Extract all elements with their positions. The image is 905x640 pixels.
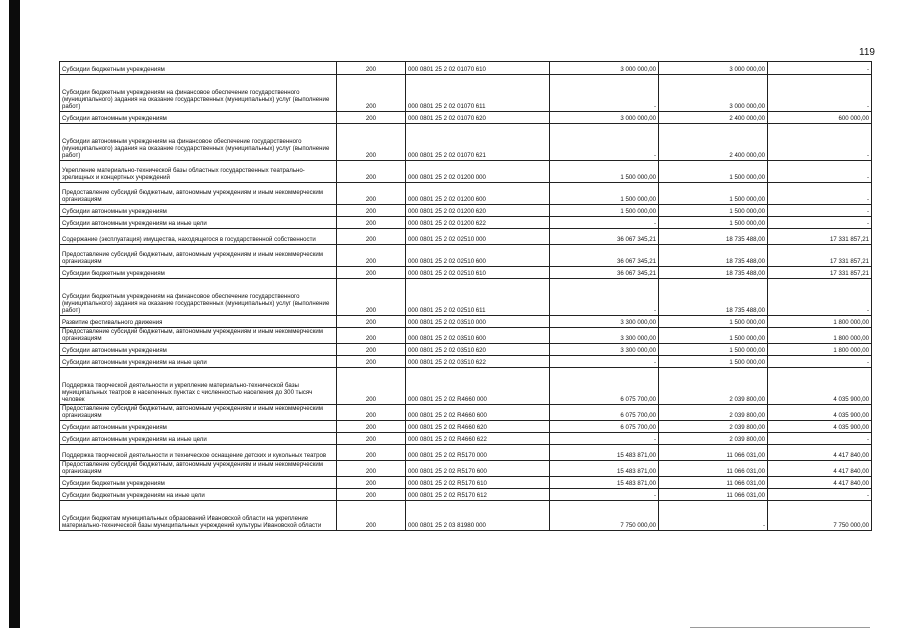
row-amount-3-cell: -	[768, 217, 872, 229]
row-amount-3-cell: 17 331 857,21	[768, 229, 872, 245]
row-name-cell: Субсидии бюджетным учреждениям на иные цели	[60, 489, 337, 501]
row-amount-3-cell: 17 331 857,21	[768, 267, 872, 279]
row-amount-total-cell: -	[550, 279, 659, 316]
row-budget-code-cell: 000 0801 25 2 02 02510 610	[406, 267, 550, 279]
row-admin-code-cell: 200	[337, 477, 406, 489]
row-budget-code-cell: 000 0801 25 2 02 02510 600	[406, 245, 550, 267]
row-budget-code-cell: 000 0801 25 2 02 R4660 000	[406, 368, 550, 405]
row-amount-2-cell: 18 735 488,00	[659, 229, 768, 245]
row-amount-total-cell: 7 750 000,00	[550, 501, 659, 531]
table-row	[60, 161, 872, 183]
row-amount-total-cell: 3 000 000,00	[550, 62, 659, 75]
budget-table-body	[60, 62, 872, 531]
row-amount-3-cell: -	[768, 279, 872, 316]
row-admin-code-cell: 200	[337, 267, 406, 279]
row-amount-3-cell: 600 000,00	[768, 112, 872, 124]
row-admin-code-cell: 200	[337, 205, 406, 217]
row-amount-2-cell: 11 066 031,00	[659, 445, 768, 461]
table-row	[60, 368, 872, 405]
row-budget-code-cell: 000 0801 25 2 02 01070 620	[406, 112, 550, 124]
row-amount-total-cell: 1 500 000,00	[550, 183, 659, 205]
row-amount-total-cell: -	[550, 75, 659, 112]
row-amount-3-cell: -	[768, 124, 872, 161]
table-row	[60, 279, 872, 316]
row-budget-code-cell: 000 0801 25 2 02 01200 600	[406, 183, 550, 205]
row-amount-3-cell: -	[768, 205, 872, 217]
row-admin-code-cell: 200	[337, 501, 406, 531]
row-amount-3-cell: 4 417 840,00	[768, 477, 872, 489]
row-amount-3-cell: 17 331 857,21	[768, 245, 872, 267]
row-admin-code-cell: 200	[337, 356, 406, 368]
row-admin-code-cell: 200	[337, 445, 406, 461]
row-amount-total-cell: 3 300 000,00	[550, 316, 659, 328]
row-name-cell: Субсидии автономным учреждениям на финансовое обеспечение государственного (муниципального) задания на оказание государственных (муниципальных) услуг (выполнение работ)	[60, 124, 337, 161]
row-name-cell: Субсидии автономным учреждениям	[60, 112, 337, 124]
row-name-cell: Субсидии бюджетным учреждениям	[60, 267, 337, 279]
row-amount-total-cell: 3 000 000,00	[550, 112, 659, 124]
row-amount-2-cell: 2 039 800,00	[659, 368, 768, 405]
row-name-cell: Поддержка творческой деятельности и укрепление материально-технической базы муниципальных театров в населенных пунктах с численностью населения до 300 тысяч человек	[60, 368, 337, 405]
row-amount-total-cell: 36 067 345,21	[550, 229, 659, 245]
row-admin-code-cell: 200	[337, 433, 406, 445]
row-name-cell: Субсидии бюджетам муниципальных образований Ивановской области на укрепление материально-технической базы муниципальных учреждений культуры Ивановской области	[60, 501, 337, 531]
row-name-cell: Субсидии автономным учреждениям	[60, 421, 337, 433]
row-amount-2-cell: 1 500 000,00	[659, 217, 768, 229]
row-budget-code-cell: 000 0801 25 2 02 01070 611	[406, 75, 550, 112]
row-budget-code-cell: 000 0801 25 2 03 81980 000	[406, 501, 550, 531]
row-budget-code-cell: 000 0801 25 2 02 03510 620	[406, 344, 550, 356]
row-name-cell: Субсидии бюджетным учреждениям	[60, 477, 337, 489]
table-row	[60, 217, 872, 229]
row-budget-code-cell: 000 0801 25 2 02 R4660 600	[406, 405, 550, 421]
row-amount-2-cell: 2 039 800,00	[659, 433, 768, 445]
table-row	[60, 75, 872, 112]
row-budget-code-cell: 000 0801 25 2 02 03510 000	[406, 316, 550, 328]
row-admin-code-cell: 200	[337, 344, 406, 356]
row-amount-3-cell: -	[768, 356, 872, 368]
row-amount-total-cell: -	[550, 356, 659, 368]
row-budget-code-cell: 000 0801 25 2 02 R5170 610	[406, 477, 550, 489]
row-amount-2-cell: 1 500 000,00	[659, 328, 768, 344]
row-name-cell: Предоставление субсидий бюджетным, автономным учреждениям и иным некоммерческим организациям	[60, 461, 337, 477]
row-amount-total-cell: 15 483 871,00	[550, 461, 659, 477]
row-amount-total-cell: 1 500 000,00	[550, 205, 659, 217]
table-row	[60, 245, 872, 267]
row-amount-3-cell: 1 800 000,00	[768, 316, 872, 328]
row-name-cell: Субсидии автономным учреждениям на иные цели	[60, 433, 337, 445]
row-amount-3-cell: -	[768, 489, 872, 501]
row-amount-2-cell: 2 400 000,00	[659, 124, 768, 161]
row-amount-3-cell: -	[768, 161, 872, 183]
row-budget-code-cell: 000 0801 25 2 02 03510 622	[406, 356, 550, 368]
row-amount-3-cell: 4 035 900,00	[768, 421, 872, 433]
row-amount-2-cell: 1 500 000,00	[659, 183, 768, 205]
row-amount-2-cell: 3 000 000,00	[659, 62, 768, 75]
row-amount-total-cell: 6 075 700,00	[550, 368, 659, 405]
row-name-cell: Субсидии автономным учреждениям на иные цели	[60, 356, 337, 368]
row-amount-3-cell: 1 800 000,00	[768, 328, 872, 344]
row-amount-2-cell: 18 735 488,00	[659, 279, 768, 316]
row-amount-2-cell: 2 400 000,00	[659, 112, 768, 124]
row-amount-2-cell: 1 500 000,00	[659, 356, 768, 368]
row-amount-total-cell: 36 067 345,21	[550, 267, 659, 279]
row-budget-code-cell: 000 0801 25 2 02 01070 610	[406, 62, 550, 75]
row-budget-code-cell: 000 0801 25 2 02 01200 000	[406, 161, 550, 183]
table-row	[60, 433, 872, 445]
row-amount-3-cell: 4 417 840,00	[768, 445, 872, 461]
row-admin-code-cell: 200	[337, 62, 406, 75]
table-row	[60, 328, 872, 344]
row-amount-total-cell: -	[550, 489, 659, 501]
row-amount-2-cell: 1 500 000,00	[659, 344, 768, 356]
row-amount-2-cell: 11 066 031,00	[659, 461, 768, 477]
row-budget-code-cell: 000 0801 25 2 02 R4660 622	[406, 433, 550, 445]
row-amount-3-cell: 1 800 000,00	[768, 344, 872, 356]
row-amount-total-cell: 6 075 700,00	[550, 405, 659, 421]
row-amount-2-cell: 18 735 488,00	[659, 267, 768, 279]
table-row	[60, 316, 872, 328]
table-row	[60, 344, 872, 356]
row-amount-3-cell: 4 035 900,00	[768, 368, 872, 405]
row-admin-code-cell: 200	[337, 161, 406, 183]
row-name-cell: Субсидии автономным учреждениям	[60, 344, 337, 356]
row-amount-3-cell: -	[768, 75, 872, 112]
row-budget-code-cell: 000 0801 25 2 02 R5170 612	[406, 489, 550, 501]
row-budget-code-cell: 000 0801 25 2 02 01070 621	[406, 124, 550, 161]
row-amount-3-cell: 7 750 000,00	[768, 501, 872, 531]
row-admin-code-cell: 200	[337, 328, 406, 344]
row-name-cell: Предоставление субсидий бюджетным, автономным учреждениям и иным некоммерческим организациям	[60, 328, 337, 344]
row-budget-code-cell: 000 0801 25 2 02 R5170 600	[406, 461, 550, 477]
row-name-cell: Субсидии бюджетным учреждениям на финансовое обеспечение государственного (муниципального) задания на оказание государственных (муниципальных) услуг (выполнение работ)	[60, 75, 337, 112]
row-name-cell: Укрепление материально-технической базы областных государственных театрально-зрелищных и концертных учреждений	[60, 161, 337, 183]
row-amount-2-cell: 11 066 031,00	[659, 477, 768, 489]
budget-table	[59, 61, 872, 531]
row-amount-2-cell: 1 500 000,00	[659, 316, 768, 328]
row-amount-2-cell: 1 500 000,00	[659, 205, 768, 217]
row-amount-2-cell: -	[659, 501, 768, 531]
table-row	[60, 461, 872, 477]
row-admin-code-cell: 200	[337, 316, 406, 328]
table-row	[60, 405, 872, 421]
row-amount-2-cell: 18 735 488,00	[659, 245, 768, 267]
row-budget-code-cell: 000 0801 25 2 02 03510 600	[406, 328, 550, 344]
row-admin-code-cell: 200	[337, 217, 406, 229]
table-row	[60, 501, 872, 531]
row-name-cell: Содержание (эксплуатация) имущества, находящегося в государственной собственности	[60, 229, 337, 245]
row-amount-total-cell: 1 500 000,00	[550, 161, 659, 183]
row-admin-code-cell: 200	[337, 489, 406, 501]
table-row	[60, 267, 872, 279]
table-row	[60, 183, 872, 205]
row-admin-code-cell: 200	[337, 75, 406, 112]
row-amount-total-cell: -	[550, 433, 659, 445]
row-admin-code-cell: 200	[337, 229, 406, 245]
row-amount-3-cell: 4 417 840,00	[768, 461, 872, 477]
scan-artifact-line	[690, 627, 870, 628]
scan-left-edge-bar	[9, 0, 20, 628]
row-admin-code-cell: 200	[337, 183, 406, 205]
row-name-cell: Развитие фестивального движения	[60, 316, 337, 328]
row-name-cell: Субсидии автономным учреждениям	[60, 205, 337, 217]
row-amount-total-cell: 15 483 871,00	[550, 477, 659, 489]
row-amount-3-cell: -	[768, 433, 872, 445]
row-budget-code-cell: 000 0801 25 2 02 01200 622	[406, 217, 550, 229]
table-row	[60, 112, 872, 124]
row-admin-code-cell: 200	[337, 461, 406, 477]
row-admin-code-cell: 200	[337, 245, 406, 267]
row-amount-2-cell: 2 039 800,00	[659, 405, 768, 421]
row-budget-code-cell: 000 0801 25 2 02 01200 620	[406, 205, 550, 217]
table-row	[60, 489, 872, 501]
table-row	[60, 205, 872, 217]
row-amount-2-cell: 3 000 000,00	[659, 75, 768, 112]
row-admin-code-cell: 200	[337, 405, 406, 421]
table-row	[60, 62, 872, 75]
row-budget-code-cell: 000 0801 25 2 02 R4660 620	[406, 421, 550, 433]
row-admin-code-cell: 200	[337, 421, 406, 433]
row-amount-total-cell: -	[550, 217, 659, 229]
row-amount-3-cell: -	[768, 62, 872, 75]
row-amount-total-cell: 3 300 000,00	[550, 328, 659, 344]
table-row	[60, 421, 872, 433]
table-row	[60, 356, 872, 368]
row-amount-2-cell: 1 500 000,00	[659, 161, 768, 183]
row-budget-code-cell: 000 0801 25 2 02 R5170 000	[406, 445, 550, 461]
row-name-cell: Субсидии бюджетным учреждениям	[60, 62, 337, 75]
row-budget-code-cell: 000 0801 25 2 02 02510 611	[406, 279, 550, 316]
row-name-cell: Предоставление субсидий бюджетным, автономным учреждениям и иным некоммерческим организациям	[60, 245, 337, 267]
table-row	[60, 124, 872, 161]
row-name-cell: Субсидии автономным учреждениям на иные цели	[60, 217, 337, 229]
row-amount-2-cell: 11 066 031,00	[659, 489, 768, 501]
row-admin-code-cell: 200	[337, 112, 406, 124]
row-budget-code-cell: 000 0801 25 2 02 02510 000	[406, 229, 550, 245]
row-amount-2-cell: 2 039 800,00	[659, 421, 768, 433]
row-amount-total-cell: 15 483 871,00	[550, 445, 659, 461]
row-amount-3-cell: -	[768, 183, 872, 205]
row-name-cell: Предоставление субсидий бюджетным, автономным учреждениям и иным некоммерческим организациям	[60, 405, 337, 421]
page-number: 119	[859, 47, 875, 58]
row-name-cell: Субсидии бюджетным учреждениям на финансовое обеспечение государственного (муниципального) задания на оказание государственных (муниципальных) услуг (выполнение работ)	[60, 279, 337, 316]
row-amount-total-cell: 3 300 000,00	[550, 344, 659, 356]
row-admin-code-cell: 200	[337, 124, 406, 161]
table-row	[60, 477, 872, 489]
row-amount-total-cell: 36 067 345,21	[550, 245, 659, 267]
row-name-cell: Поддержка творческой деятельности и техническое оснащение детских и кукольных театров	[60, 445, 337, 461]
row-admin-code-cell: 200	[337, 279, 406, 316]
row-name-cell: Предоставление субсидий бюджетным, автономным учреждениям и иным некоммерческим организациям	[60, 183, 337, 205]
table-row	[60, 445, 872, 461]
row-amount-total-cell: -	[550, 124, 659, 161]
row-amount-total-cell: 6 075 700,00	[550, 421, 659, 433]
row-amount-3-cell: 4 035 900,00	[768, 405, 872, 421]
table-row	[60, 229, 872, 245]
row-admin-code-cell: 200	[337, 368, 406, 405]
